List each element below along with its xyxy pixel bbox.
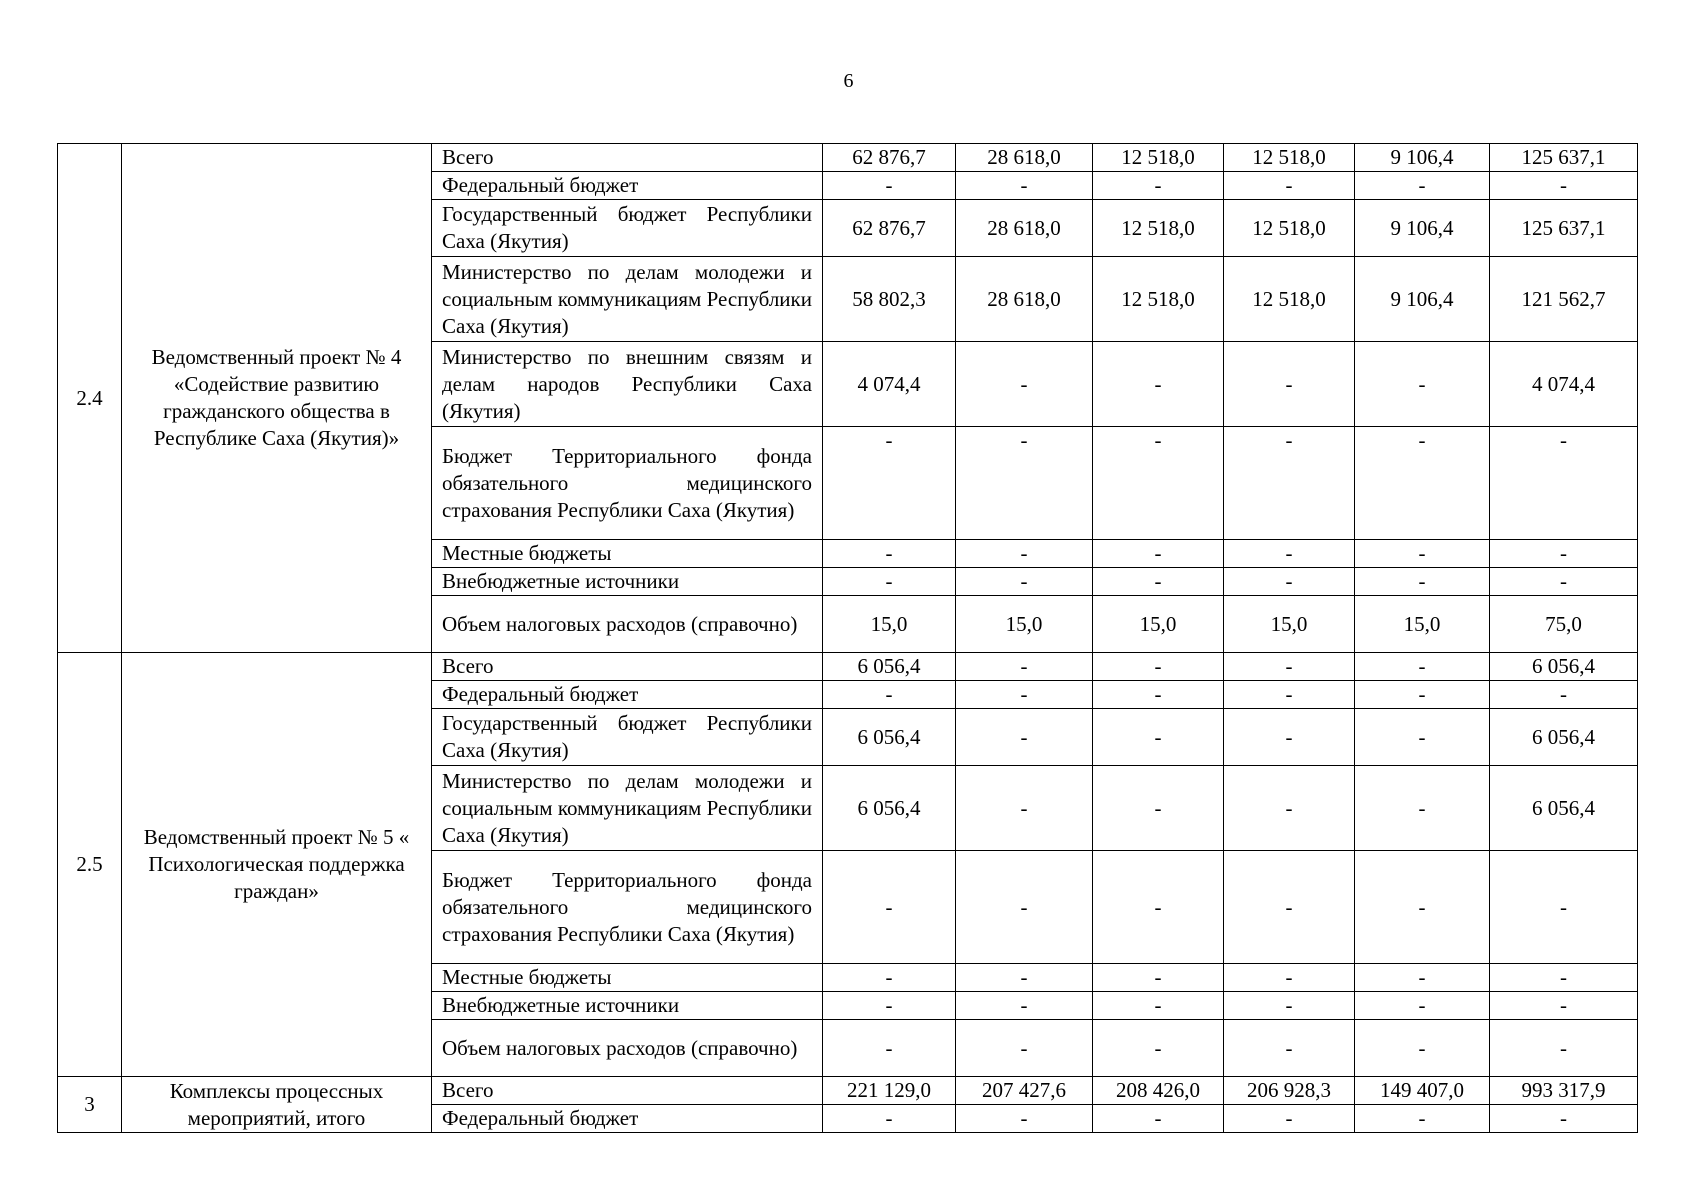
value-cell: - xyxy=(956,992,1093,1020)
value-cell: - xyxy=(1093,540,1224,568)
source-cell: Федеральный бюджет xyxy=(432,172,823,200)
project-name-cell: Ведомственный проект № 5 « Психологическая поддержка граждан» xyxy=(122,653,432,1077)
value-cell: 4 074,4 xyxy=(1490,342,1638,427)
value-cell: - xyxy=(823,1105,956,1133)
value-cell: - xyxy=(1490,851,1638,964)
value-cell: 62 876,7 xyxy=(823,144,956,172)
source-cell: Государственный бюджет Республики Саха (Якутия) xyxy=(432,709,823,766)
value-cell: 62 876,7 xyxy=(823,200,956,257)
source-cell: Федеральный бюджет xyxy=(432,1105,823,1133)
value-cell: 15,0 xyxy=(1355,596,1490,653)
value-cell: - xyxy=(1093,681,1224,709)
value-cell: - xyxy=(956,427,1093,540)
source-cell: Министерство по делам молодежи и социальным коммуникациям Республики Саха (Якутия) xyxy=(432,257,823,342)
value-cell: - xyxy=(1224,172,1355,200)
value-cell: 12 518,0 xyxy=(1093,257,1224,342)
source-cell: Бюджет Территориального фонда обязательного медицинского страхования Республики Саха (Якутия) xyxy=(432,427,823,540)
value-cell: - xyxy=(1490,992,1638,1020)
value-cell: 12 518,0 xyxy=(1224,144,1355,172)
source-cell: Местные бюджеты xyxy=(432,964,823,992)
source-cell: Всего xyxy=(432,1077,823,1105)
value-cell: - xyxy=(823,427,956,540)
value-cell: - xyxy=(1490,427,1638,540)
value-cell: 4 074,4 xyxy=(823,342,956,427)
value-cell: 15,0 xyxy=(823,596,956,653)
value-cell: 28 618,0 xyxy=(956,200,1093,257)
source-cell: Объем налоговых расходов (справочно) xyxy=(432,1020,823,1077)
value-cell: - xyxy=(1093,568,1224,596)
value-cell: - xyxy=(1093,709,1224,766)
value-cell: - xyxy=(956,540,1093,568)
value-cell: - xyxy=(1224,709,1355,766)
value-cell: - xyxy=(1093,172,1224,200)
value-cell: - xyxy=(956,964,1093,992)
value-cell: - xyxy=(823,992,956,1020)
value-cell: - xyxy=(1355,1020,1490,1077)
source-cell: Министерство по внешним связям и делам народов Республики Саха (Якутия) xyxy=(432,342,823,427)
value-cell: - xyxy=(1355,766,1490,851)
value-cell: - xyxy=(956,653,1093,681)
value-cell: - xyxy=(1355,172,1490,200)
value-cell: - xyxy=(1224,681,1355,709)
value-cell: - xyxy=(1490,568,1638,596)
value-cell: 6 056,4 xyxy=(1490,766,1638,851)
value-cell: - xyxy=(823,172,956,200)
value-cell: - xyxy=(956,172,1093,200)
value-cell: - xyxy=(1093,653,1224,681)
row-index-cell: 3 xyxy=(58,1077,122,1133)
value-cell: - xyxy=(956,568,1093,596)
value-cell: - xyxy=(1224,851,1355,964)
value-cell: - xyxy=(1355,427,1490,540)
value-cell: - xyxy=(1355,964,1490,992)
value-cell: - xyxy=(1355,992,1490,1020)
value-cell: - xyxy=(956,709,1093,766)
value-cell: - xyxy=(1093,851,1224,964)
value-cell: 121 562,7 xyxy=(1490,257,1638,342)
value-cell: - xyxy=(956,851,1093,964)
value-cell: - xyxy=(1355,653,1490,681)
row-index-cell: 2.4 xyxy=(58,144,122,653)
value-cell: 6 056,4 xyxy=(823,766,956,851)
value-cell: - xyxy=(1224,540,1355,568)
value-cell: 125 637,1 xyxy=(1490,200,1638,257)
value-cell: - xyxy=(1224,653,1355,681)
value-cell: 208 426,0 xyxy=(1093,1077,1224,1105)
value-cell: - xyxy=(1093,342,1224,427)
value-cell: - xyxy=(1093,1105,1224,1133)
value-cell: - xyxy=(1093,992,1224,1020)
value-cell: 12 518,0 xyxy=(1093,200,1224,257)
source-cell: Внебюджетные источники xyxy=(432,568,823,596)
value-cell: - xyxy=(823,1020,956,1077)
table-row xyxy=(58,144,1638,172)
value-cell: - xyxy=(1093,427,1224,540)
value-cell: - xyxy=(823,681,956,709)
value-cell: - xyxy=(1490,172,1638,200)
value-cell: - xyxy=(1093,766,1224,851)
value-cell: 12 518,0 xyxy=(1224,200,1355,257)
value-cell: - xyxy=(823,964,956,992)
value-cell: 221 129,0 xyxy=(823,1077,956,1105)
value-cell: - xyxy=(1490,681,1638,709)
value-cell: 12 518,0 xyxy=(1093,144,1224,172)
value-cell: 75,0 xyxy=(1490,596,1638,653)
source-cell: Федеральный бюджет xyxy=(432,681,823,709)
value-cell: 6 056,4 xyxy=(823,653,956,681)
value-cell: - xyxy=(1490,1020,1638,1077)
project-name-cell: Комплексы процессных мероприятий, итого xyxy=(122,1077,432,1133)
value-cell: - xyxy=(956,681,1093,709)
value-cell: 15,0 xyxy=(956,596,1093,653)
value-cell: - xyxy=(956,766,1093,851)
value-cell: - xyxy=(823,568,956,596)
value-cell: - xyxy=(1224,964,1355,992)
value-cell: 28 618,0 xyxy=(956,144,1093,172)
value-cell: - xyxy=(1355,568,1490,596)
value-cell: - xyxy=(1355,851,1490,964)
value-cell: 15,0 xyxy=(1093,596,1224,653)
value-cell: - xyxy=(1355,540,1490,568)
value-cell: 9 106,4 xyxy=(1355,200,1490,257)
value-cell: - xyxy=(823,540,956,568)
value-cell: - xyxy=(1355,709,1490,766)
source-cell: Всего xyxy=(432,653,823,681)
source-cell: Бюджет Территориального фонда обязательного медицинского страхования Республики Саха (Якутия) xyxy=(432,851,823,964)
value-cell: 9 106,4 xyxy=(1355,144,1490,172)
budget-table xyxy=(57,143,1638,1133)
table-row xyxy=(58,653,1638,681)
row-index-cell: 2.5 xyxy=(58,653,122,1077)
value-cell: - xyxy=(1355,681,1490,709)
value-cell: - xyxy=(1355,1105,1490,1133)
value-cell: - xyxy=(1224,342,1355,427)
value-cell: 125 637,1 xyxy=(1490,144,1638,172)
value-cell: - xyxy=(1490,1105,1638,1133)
value-cell: 6 056,4 xyxy=(823,709,956,766)
table-row xyxy=(58,1077,1638,1105)
source-cell: Министерство по делам молодежи и социальным коммуникациям Республики Саха (Якутия) xyxy=(432,766,823,851)
value-cell: 207 427,6 xyxy=(956,1077,1093,1105)
value-cell: 15,0 xyxy=(1224,596,1355,653)
value-cell: 9 106,4 xyxy=(1355,257,1490,342)
value-cell: - xyxy=(1224,766,1355,851)
value-cell: 6 056,4 xyxy=(1490,653,1638,681)
value-cell: - xyxy=(1224,568,1355,596)
value-cell: - xyxy=(956,342,1093,427)
value-cell: 58 802,3 xyxy=(823,257,956,342)
value-cell: - xyxy=(1355,342,1490,427)
value-cell: 28 618,0 xyxy=(956,257,1093,342)
value-cell: - xyxy=(1224,1105,1355,1133)
value-cell: 12 518,0 xyxy=(1224,257,1355,342)
value-cell: - xyxy=(956,1105,1093,1133)
value-cell: 993 317,9 xyxy=(1490,1077,1638,1105)
project-name-cell: Ведомственный проект № 4 «Содействие развитию гражданского общества в Республике Саха (Якутия)» xyxy=(122,144,432,653)
value-cell: - xyxy=(1093,1020,1224,1077)
source-cell: Местные бюджеты xyxy=(432,540,823,568)
value-cell: - xyxy=(1224,427,1355,540)
value-cell: 6 056,4 xyxy=(1490,709,1638,766)
page-number: 6 xyxy=(843,70,854,92)
value-cell: - xyxy=(956,1020,1093,1077)
value-cell: - xyxy=(823,851,956,964)
source-cell: Внебюджетные источники xyxy=(432,992,823,1020)
source-cell: Государственный бюджет Республики Саха (Якутия) xyxy=(432,200,823,257)
value-cell: - xyxy=(1093,964,1224,992)
value-cell: - xyxy=(1224,992,1355,1020)
value-cell: - xyxy=(1224,1020,1355,1077)
value-cell: - xyxy=(1490,964,1638,992)
value-cell: 149 407,0 xyxy=(1355,1077,1490,1105)
value-cell: 206 928,3 xyxy=(1224,1077,1355,1105)
value-cell: - xyxy=(1490,540,1638,568)
source-cell: Всего xyxy=(432,144,823,172)
source-cell: Объем налоговых расходов (справочно) xyxy=(432,596,823,653)
